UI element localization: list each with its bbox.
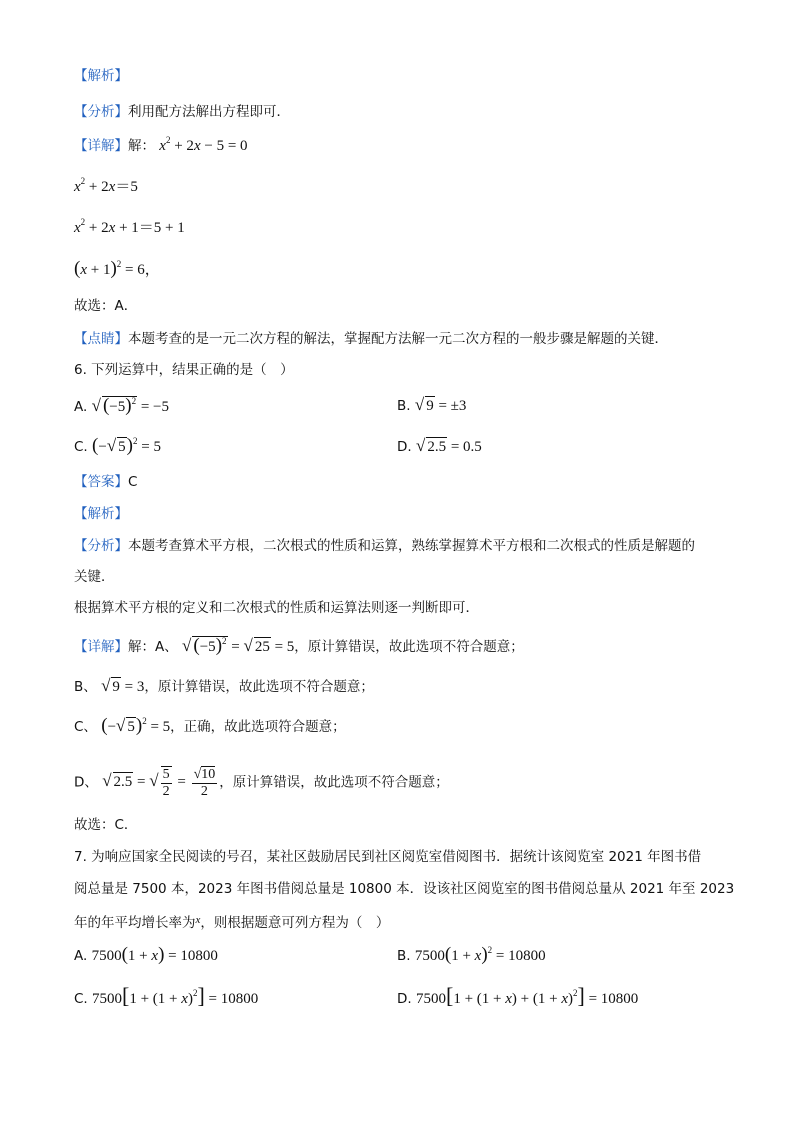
q6-c-label: C. xyxy=(74,439,88,455)
answer-tag: 【答案】 xyxy=(74,474,128,490)
q7-stem-3b: ，则根据题意可列方程为（ ） xyxy=(200,915,390,931)
q7-stem-line-1: 7. 为响应国家全民阅读的号召，某社区鼓励居民到社区阅览室借阅图书．据统计该阅览室 2021 年图书借 xyxy=(74,849,702,865)
q6-detail-c xyxy=(74,717,346,736)
q6-option-c xyxy=(74,437,161,456)
jiexi-heading-2: 【解析】 xyxy=(74,506,128,522)
q7-c-label: C. xyxy=(74,991,88,1007)
q6-detail-d xyxy=(74,766,449,800)
guxuan-2: 故选：C． xyxy=(74,817,138,833)
q6-detail-a-math: √ $(-5)^2$ = √ 25 = 5 xyxy=(182,635,295,656)
q6-option-d xyxy=(397,437,482,456)
answer-value: C xyxy=(128,474,138,490)
xiangjie-line-1 xyxy=(74,137,248,155)
q6-option-b xyxy=(397,396,466,415)
q6-b-label: B. xyxy=(397,398,411,414)
q6-detail-d-math: √ 2.5 = √ $\frac{5}{2}$ = $\frac{√10}{2}$ xyxy=(102,766,216,799)
q6-detail-d-prefix: D、 xyxy=(74,774,98,791)
q6-fenxi-tag: 【分析】 xyxy=(74,538,128,554)
fenxi-line-1 xyxy=(74,103,290,121)
q6-detail-c-prefix: C、 xyxy=(74,719,97,735)
q7-option-d xyxy=(397,983,639,1008)
q7-d-label: D. xyxy=(397,991,412,1007)
q6-detail-b xyxy=(74,677,374,696)
q6-xiangjie-tag: 【详解】 xyxy=(74,639,128,655)
q7-option-c xyxy=(74,983,259,1008)
q6-d-label: D. xyxy=(397,439,412,455)
q6-c-expr: (−√ 5)$^2$ = 5 xyxy=(92,435,161,456)
q7-c-expr: $7500[1 + (1 + x)^2] = 10800$ xyxy=(92,983,259,1008)
fenxi-tag: 【分析】 xyxy=(74,104,128,120)
guxuan-1: 故选：A． xyxy=(74,298,138,314)
q6-detail-b-math: √ 9 = 3 xyxy=(101,676,145,695)
q7-a-label: A. xyxy=(74,948,88,964)
q6-a-label: A. xyxy=(74,399,88,415)
jiexi-heading-1: 【解析】 xyxy=(74,68,128,84)
q6-a-expr: √ $(-5)^2 = -5$ xyxy=(91,395,169,416)
q7-stem-3a: 年的年平均增长率为 xyxy=(74,915,196,931)
q6-b-expr: √ 9 = ±3 xyxy=(414,395,467,414)
q6-detail-b-prefix: B、 xyxy=(74,679,97,695)
q6-detail-c-math: (−√ 5)$^2$ = 5 xyxy=(101,715,171,736)
q6-stem: 6. 下列运算中，结果正确的是（ ） xyxy=(74,362,294,378)
q7-variable: x xyxy=(195,914,201,926)
q6-detail-b-text: ，原计算错误，故此选项不符合题意； xyxy=(144,679,374,695)
jie-label: 解： xyxy=(128,138,155,154)
q7-b-label: B. xyxy=(397,948,411,964)
equation-3: $x^2 + 2x + 1=5 + 1$ xyxy=(74,217,185,236)
equation-2: $x^2 + 2x=5$ xyxy=(74,176,138,195)
q7-stem-line-2: 阅总量是 7500 本，2023 年图书借阅总量是 10800 本．设该社区阅览室的图书借阅总量从 2021 年至 2023 xyxy=(74,881,735,897)
q6-answer-line xyxy=(74,473,137,491)
q7-option-a xyxy=(74,946,218,965)
q7-stem-line-3 xyxy=(74,911,389,932)
q6-fenxi-text-1: 本题考查算术平方根，二次根式的性质和运算，熟练掌握算术平方根和二次根式的性质是解题的 xyxy=(128,538,695,554)
q6-detail-a-prefix: 解：A、 xyxy=(128,639,178,655)
dianjing-line xyxy=(74,330,668,348)
q7-b-expr: $7500(1 + x)^2 = 10800$ xyxy=(414,944,546,965)
equation-1: $x^2 + 2x - 5 = 0$ xyxy=(159,135,248,154)
q6-fenxi-line-2: 关键． xyxy=(74,569,115,585)
fenxi-text: 利用配方法解出方程即可． xyxy=(128,104,290,120)
dianjing-tag: 【点睛】 xyxy=(74,331,128,347)
q6-detail-d-text: ，原计算错误，故此选项不符合题意； xyxy=(219,774,449,791)
xiangjie-tag: 【详解】 xyxy=(74,138,128,154)
q7-option-b xyxy=(397,946,546,965)
q6-detail-a-text: ，原计算错误，故此选项不符合题意； xyxy=(294,639,524,655)
q6-d-expr: √ 2.5 = 0.5 xyxy=(415,436,482,455)
q7-a-expr: 7500(1 + x) = 10800 xyxy=(91,944,218,965)
q6-detail-c-text: ，正确，故此选项符合题意； xyxy=(170,719,346,735)
equation-4: $(x + 1)^2 = 6$， xyxy=(74,258,160,279)
q7-d-expr: $7500[1 + (1 + x) + (1 + x)^2] = 10800$ xyxy=(415,983,639,1008)
q6-fenxi-line-3: 根据算术平方根的定义和二次根式的性质和运算法则逐一判断即可． xyxy=(74,600,479,616)
q6-detail-a xyxy=(74,636,524,656)
dianjing-text: 本题考查的是一元二次方程的解法，掌握配方法解一元二次方程的一般步骤是解题的关键． xyxy=(128,331,668,347)
q6-fenxi-line-1 xyxy=(74,537,695,555)
q6-option-a xyxy=(74,396,169,416)
